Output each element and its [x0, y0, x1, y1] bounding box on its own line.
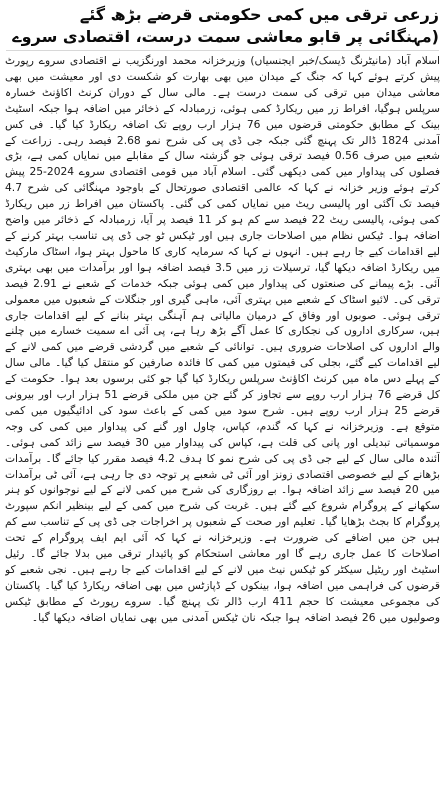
article-body [5, 53, 440, 803]
article-text: اسلام آباد (مانیٹرنگ ڈیسک/خبر ایجنسیاں) وزیرخزانہ محمد اورنگزیب نے اقتصادی سروے رپورٹ پیش کرتے ہوئے کہا کہ جنگ کے میدان میں بھی بھارت کو شکست دی اور معیشت میں بھی معاشی میدان میں ترقی کی سمت درست ہے۔ مالی سال کے دوران کرنٹ اکاؤنٹ خسارہ سرپلس ہوگیا، افراط زر میں ریکارڈ کمی ہوئی، زرمبادلہ کے ذخائر میں اضافہ ہوا جبکہ اسٹیٹ بینک کے مطابق حکومتی قرضوں میں 76 ہزار ارب روپے تک اضافہ ریکارڈ کیا گیا۔ فی کس آمدنی 1824 ڈالر تک پہنچ گئی جبکہ جی ڈی پی کی شرح نمو 2.68 فیصد رہی۔ زراعت کے شعبے میں صرف 0.56 فیصد ترقی ہوئی جو گزشتہ سال کے مقابلے میں نمایاں کمی ہے، بڑی فصلوں کی پیداوار میں کمی دیکھی گئی۔ اسلام آباد میں قومی اقتصادی سروے 2024-25 پیش کرتے ہوئے وزیر خزانہ نے کہا کہ عالمی اقتصادی صورتحال کے باوجود مہنگائی کی شرح 4.7 فیصد تک آگئی اور پالیسی ریٹ میں نمایاں کمی کی گئی۔ پاکستان میں افراط زر میں ریکارڈ کمی ہوئی، پالیسی ریٹ 22 فیصد سے کم ہو کر 11 فیصد پر آیا، زرمبادلہ کے ذخائر میں واضح اضافہ ہوا۔ ٹیکس نظام میں اصلاحات جاری ہیں اور ٹیکس ٹو جی ڈی پی تناسب بہتر کرنے کے لیے اقدامات کیے جا رہے ہیں۔ انہوں نے کہا کہ سرمایہ کاری کا ماحول بہتر ہوا، اسٹاک مارکیٹ میں ریکارڈ اضافہ دیکھا گیا، ترسیلات زر میں 3.5 فیصد اضافہ ہوا اور برآمدات میں بھی بہتری آئی۔ بڑے پیمانے کی صنعتوں کی پیداوار میں کمی ہوئی جبکہ خدمات کے شعبے نے 2.91 فیصد ترقی کی۔ لائیو اسٹاک کے شعبے میں بہتری آئی، ماہی گیری اور جنگلات کے شعبوں میں معمولی ترقی ہوئی۔ صوبوں اور وفاق کے درمیان مالیاتی ہم آہنگی بہتر بنانے کے لیے اقدامات جاری ہیں، سرکاری اداروں کی نجکاری کا عمل آگے بڑھ رہا ہے، پی آئی اے سمیت خسارے میں چلنے والے اداروں کی اصلاحات ضروری ہیں۔ توانائی کے شعبے میں گردشی قرضے میں کمی لانے کے لیے اقدامات کیے گئے، بجلی کی قیمتوں میں کمی کا فائدہ صارفین کو منتقل کیا گیا۔ مالی سال کے پہلے دس ماہ میں کرنٹ اکاؤنٹ سرپلس ریکارڈ کیا گیا جو کئی برسوں بعد ہوا۔ حکومت کے کل قرضے 76 ہزار ارب روپے سے تجاوز کر گئے جن میں ملکی قرضے 51 ہزار ارب اور بیرونی قرضے 25 ہزار ارب روپے ہیں۔ شرح سود میں کمی کے باعث سود کی ادائیگیوں میں کمی متوقع ہے۔ وزیرخزانہ نے کہا کہ گندم، کپاس، چاول اور گنے کی پیداوار میں کمی کی وجہ موسمیاتی تبدیلی اور پانی کی قلت ہے، کپاس کی پیداوار میں 30 فیصد سے زائد کمی ہوئی۔ آئندہ مالی سال کے لیے جی ڈی پی کی شرح نمو کا ہدف 4.2 فیصد مقرر کیا جائے گا۔ برآمدات بڑھانے کے لیے خصوصی اقتصادی زونز اور آئی ٹی شعبے پر توجہ دی جا رہی ہے، آئی ٹی برآمدات میں 20 فیصد سے زائد اضافہ ہوا۔ بے روزگاری کی شرح میں کمی لانے کے لیے نوجوانوں کو ہنر سکھانے کے پروگرام شروع کیے گئے ہیں۔ غربت کی شرح میں کمی کے لیے بینظیر انکم سپورٹ پروگرام کا بجٹ بڑھایا گیا۔ تعلیم اور صحت کے شعبوں پر اخراجات جی ڈی پی کے تناسب سے کم ہیں جن میں اضافے کی ضرورت ہے۔ وزیرخزانہ نے کہا کہ آئی ایم ایف پروگرام کے تحت اصلاحات کا عمل جاری رہے گا اور معاشی استحکام کو پائیدار ترقی میں بدلا جائے گا۔ رئیل اسٹیٹ اور ریٹیل سیکٹر کو ٹیکس نیٹ میں لانے کے لیے اقدامات کیے جا رہے ہیں۔ نجی شعبے کو قرضوں کی فراہمی میں اضافہ ہوا، بینکوں کے ڈپازٹس میں بھی اضافہ ریکارڈ کیا گیا۔ پاکستان کی مجموعی معیشت کا حجم 411 ارب ڈالر تک پہنچ گیا۔ سروے رپورٹ کے مطابق ٹیکس وصولیوں میں 26 فیصد اضافہ ہوا جبکہ نان ٹیکس آمدنی میں بھی نمایاں اضافہ دیکھا گیا۔ [5, 54, 440, 624]
article-headline: زرعی ترقی میں کمی حکومتی قرضے بڑھ گئے (مہنگائی پر قابو معاشی سمت درست، اقتصادی سروے [12, 5, 439, 46]
headline-divider [6, 50, 439, 51]
